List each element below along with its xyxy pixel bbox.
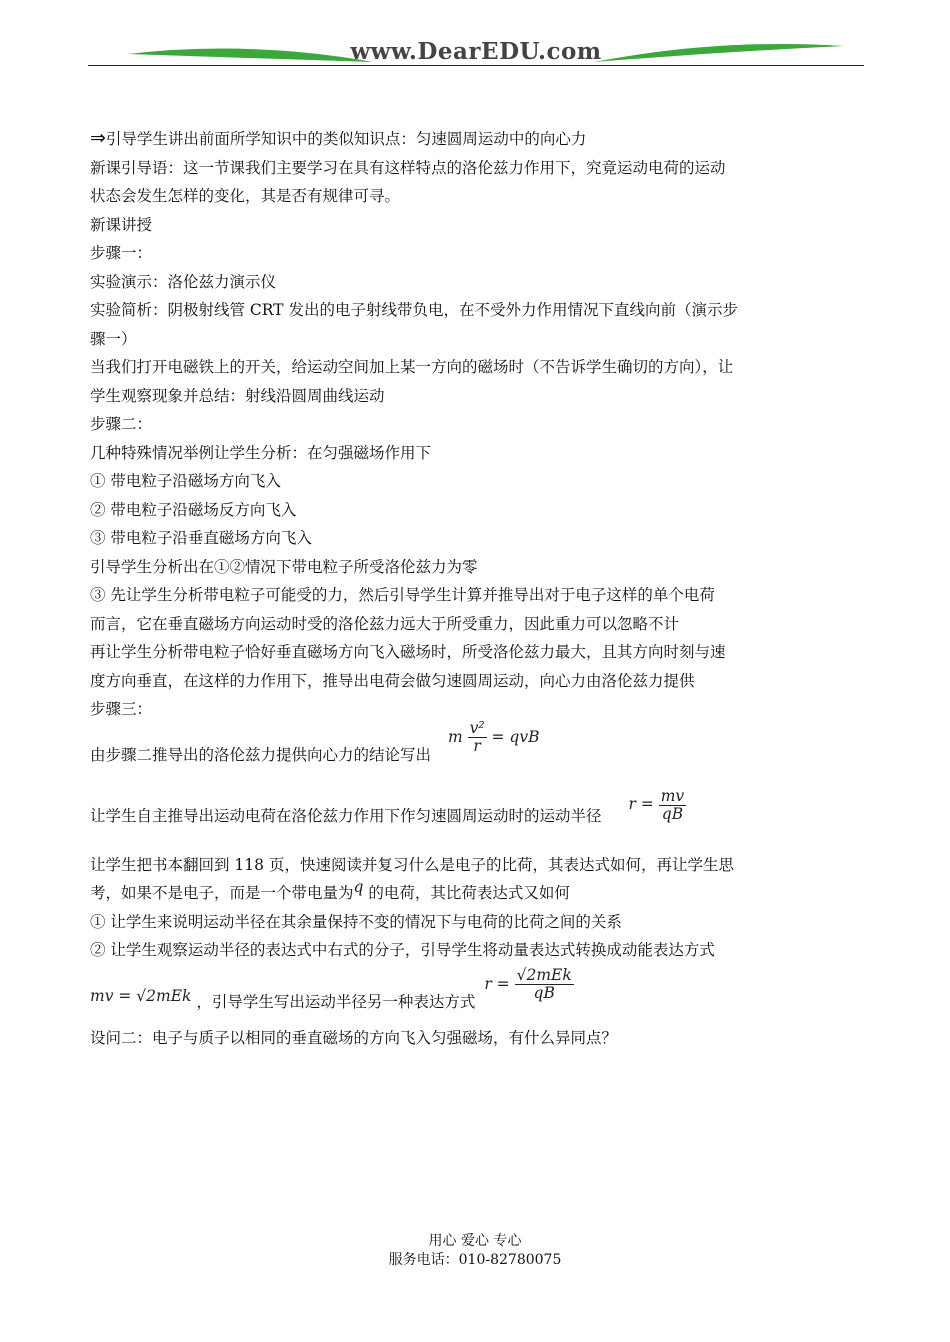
formula-line-1: 由步骤二推导出的洛伦兹力提供向心力的结论写出 m $\frac{\text{v²}}{r}$ = qvB bbox=[90, 718, 540, 764]
line-6: 实验简析：阴极射线管 CRT 发出的电子射线带负电，在不受外力作用情况下直线向前（演示步 bbox=[90, 301, 738, 319]
formula-line-3: mv = √2mEk ，引导学生写出运动半径另一种表达方式 r = $\frac{\text{√2mEk}}{qB}$ bbox=[90, 966, 572, 1011]
line-15: 引导学生分析出在①②情况下带电粒子所受洛伦兹力为零 bbox=[90, 557, 478, 576]
line-charge: 考，如果不是电子，而是一个带电量为q 的电荷，其比荷表达式又如何 bbox=[90, 879, 864, 908]
charge-symbol: q bbox=[353, 878, 364, 897]
line-20: 步骤三： bbox=[90, 700, 153, 718]
line-13: ② 带电粒子沿磁场反方向飞入 bbox=[90, 500, 297, 519]
page-footer bbox=[0, 1232, 950, 1270]
line-19: 度方向垂直，在这样的力作用下，推导出电荷会做匀速圆周运动，向心力由洛伦兹力提供 bbox=[90, 671, 695, 690]
formula-radius-energy: r = $\frac{\text{√2mEk}}{qB}$ bbox=[484, 966, 572, 1003]
line-4: 步骤一： bbox=[90, 244, 153, 262]
line-17: 而言，它在垂直磁场方向运动时受的洛伦兹力远大于所受重力，因此重力可以忽略不计 bbox=[90, 614, 680, 633]
line-12: ① 带电粒子沿磁场方向飞入 bbox=[90, 472, 281, 490]
line-16: ③ 先让学生分析带电粒子可能受的力，然后引导学生计算并推导出对于电子这样的单个电荷 bbox=[90, 586, 715, 604]
document-body bbox=[90, 124, 864, 1053]
implies-arrow-icon: ⇒ bbox=[90, 127, 106, 149]
line-10: 步骤二： bbox=[90, 415, 153, 433]
question-2: 设问二：电子与质子以相同的垂直磁场的方向飞入匀强磁场，有什么异同点？ bbox=[90, 1029, 618, 1048]
footer-motto: 用心 爱心 专心 bbox=[428, 1233, 522, 1249]
line-7: 骤一） bbox=[90, 329, 137, 348]
line-9: 学生观察现象并总结：射线沿圆周曲线运动 bbox=[90, 386, 385, 405]
line-14: ③ 带电粒子沿垂直磁场方向飞入 bbox=[90, 529, 312, 547]
line-2: 状态会发生怎样的变化，其是否有规律可寻。 bbox=[90, 187, 401, 205]
formula-line-2: 让学生自主推导出运动电荷在洛伦兹力作用下作匀速圆周运动时的运动半径 r = $\frac{mv}{qB}$ bbox=[90, 786, 685, 826]
line-11: 几种特殊情况举例让学生分析：在匀强磁场作用下 bbox=[90, 443, 432, 462]
line-book: 让学生把书本翻回到 118 页，快速阅读并复习什么是电子的比荷，其表达式如何，再让学生思 bbox=[90, 855, 734, 874]
header-rule bbox=[88, 65, 864, 66]
item-2: ② 让学生观察运动半径的表达式中右式的分子，引导学生将动量表达式转换成动能表达方式 bbox=[90, 941, 715, 960]
line-8: 当我们打开电磁铁上的开关，给运动空间加上某一方向的磁场时（不告诉学生确切的方向），让 bbox=[90, 358, 734, 376]
line-1: 新课引导语：这一节课我们主要学习在具有这样特点的洛伦兹力作用下，究竟运动电荷的运动 bbox=[90, 158, 726, 177]
formula-momentum: mv = √2mEk bbox=[90, 986, 192, 1005]
site-logo: www.DearEDU.com bbox=[350, 38, 602, 65]
line-0: ⇒引导学生讲出前面所学知识中的类似知识点：匀速圆周运动中的向心力 bbox=[90, 127, 587, 149]
formula-radius: r = $\frac{mv}{qB}$ bbox=[628, 786, 685, 823]
line-5: 实验演示：洛伦兹力演示仪 bbox=[90, 272, 277, 291]
formula-centripetal: m $\frac{\text{v²}}{r}$ = qvB bbox=[447, 718, 540, 755]
line-3: 新课讲授 bbox=[90, 215, 153, 234]
page-header bbox=[88, 30, 864, 70]
item-1: ① 让学生来说明运动半径在其余量保持不变的情况下与电荷的比荷之间的关系 bbox=[90, 912, 622, 931]
footer-phone: 服务电话：010-82780075 bbox=[388, 1252, 562, 1268]
line-18: 再让学生分析带电粒子恰好垂直磁场方向飞入磁场时，所受洛伦兹力最大，且其方向时刻与速 bbox=[90, 643, 726, 661]
